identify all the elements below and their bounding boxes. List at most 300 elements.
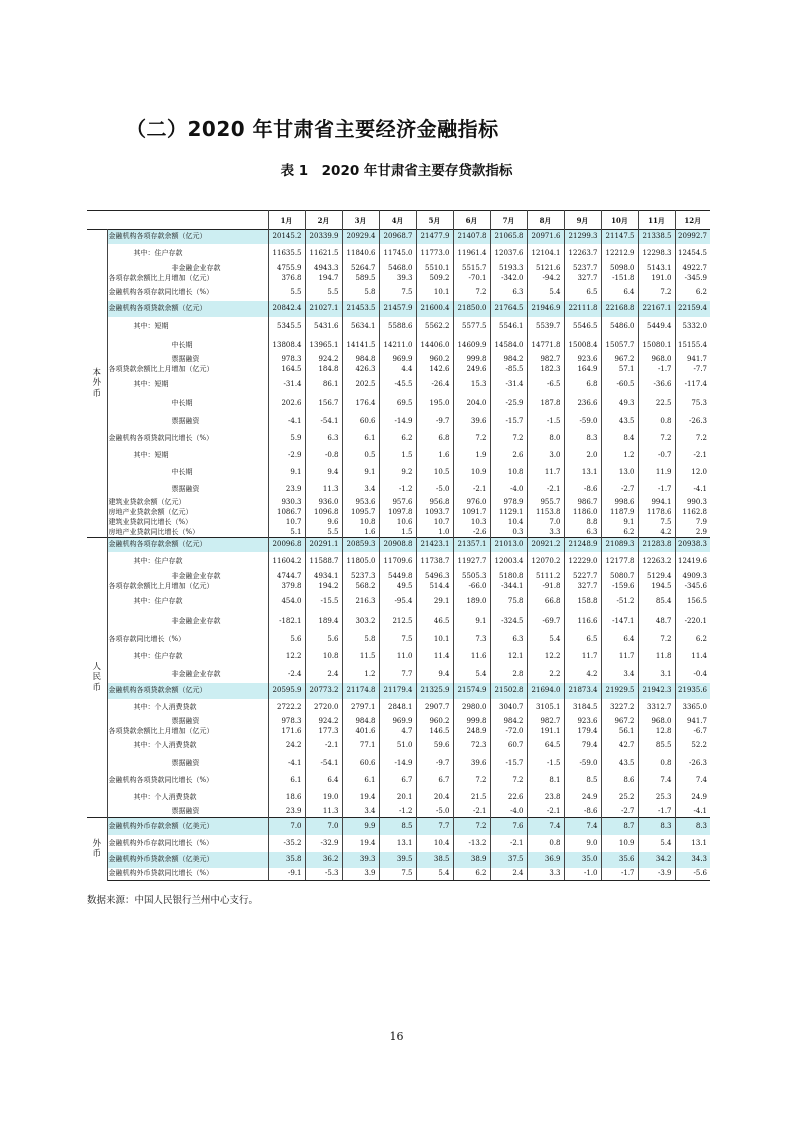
- value-cell: 13.1: [675, 835, 710, 852]
- value-cell: -1.7: [638, 481, 675, 498]
- value-cell: 2907.7: [416, 699, 453, 717]
- value-cell: 1.6: [416, 447, 453, 464]
- value-cell: 9.9: [342, 818, 379, 835]
- value-cell: 21477.9: [416, 230, 453, 244]
- value-cell: 8.3: [675, 818, 710, 835]
- value-cell: 12.8: [638, 727, 675, 737]
- row-label: 房地产业贷款余额（亿元）: [108, 508, 193, 516]
- value-cell: 982.7: [527, 717, 564, 727]
- value-cell: 7.3: [453, 631, 490, 648]
- table-row: [87, 274, 710, 284]
- value-cell: 5562.2: [416, 317, 453, 336]
- value-cell: 3.3: [527, 528, 564, 538]
- value-cell: 10.8: [342, 518, 379, 528]
- value-cell: 5237.7: [564, 264, 601, 274]
- value-cell: -2.1: [305, 737, 342, 755]
- value-cell: 13.1: [564, 464, 601, 481]
- value-cell: 3.4: [342, 806, 379, 818]
- value-cell: 426.3: [342, 365, 379, 375]
- value-cell: 66.8: [527, 592, 564, 612]
- value-cell: -5.6: [675, 868, 710, 881]
- value-cell: -1.2: [379, 481, 416, 498]
- value-cell: 6.3: [305, 431, 342, 447]
- value-cell: 11.3: [305, 481, 342, 498]
- value-cell: 11.5: [342, 648, 379, 666]
- value-cell: 37.5: [490, 852, 527, 868]
- value-cell: 6.1: [342, 772, 379, 789]
- value-cell: 79.4: [564, 737, 601, 755]
- value-cell: 969.9: [379, 717, 416, 727]
- row-label: 票据融资: [171, 758, 200, 767]
- value-cell: 21357.1: [453, 538, 490, 552]
- value-cell: 7.2: [453, 431, 490, 447]
- value-cell: -6.7: [675, 727, 710, 737]
- value-cell: 0.8: [527, 835, 564, 852]
- value-cell: 8.1: [527, 772, 564, 789]
- value-cell: 7.4: [527, 818, 564, 835]
- value-cell: 5.9: [268, 431, 305, 447]
- value-cell: 20921.2: [527, 538, 564, 552]
- value-cell: 146.5: [416, 727, 453, 737]
- value-cell: 7.9: [675, 518, 710, 528]
- value-cell: 156.5: [675, 592, 710, 612]
- value-cell: 960.2: [416, 717, 453, 727]
- value-cell: 4.4: [379, 365, 416, 375]
- value-cell: 10.9: [601, 835, 638, 852]
- value-cell: -95.4: [379, 592, 416, 612]
- row-label: 其中：个人消费贷款: [133, 703, 197, 711]
- value-cell: 1.2: [601, 447, 638, 464]
- value-cell: 12177.8: [601, 552, 638, 572]
- value-cell: 48.7: [638, 612, 675, 631]
- value-cell: -344.1: [490, 582, 527, 592]
- value-cell: 21873.4: [564, 683, 601, 699]
- value-cell: -2.7: [601, 806, 638, 818]
- row-label: 中长期: [171, 340, 193, 349]
- value-cell: 11621.5: [305, 244, 342, 264]
- value-cell: 11.3: [305, 806, 342, 818]
- value-cell: 12454.5: [675, 244, 710, 264]
- value-cell: 2.8: [490, 666, 527, 683]
- value-cell: 86.1: [305, 375, 342, 394]
- value-cell: 19.4: [342, 835, 379, 852]
- row-label: 其中：住户存款: [133, 652, 183, 660]
- value-cell: 1162.8: [675, 508, 710, 518]
- header-month: 5月: [416, 211, 453, 230]
- page-number: 16: [389, 1030, 404, 1043]
- value-cell: 984.8: [342, 717, 379, 727]
- value-cell: 1097.8: [379, 508, 416, 518]
- value-cell: 960.2: [416, 355, 453, 365]
- value-cell: 6.5: [564, 631, 601, 648]
- table-row: [87, 336, 710, 355]
- value-cell: -4.0: [490, 481, 527, 498]
- value-cell: 11604.2: [268, 552, 305, 572]
- value-cell: -15.7: [490, 755, 527, 772]
- table-row: [87, 552, 710, 572]
- header-month: 1月: [268, 211, 305, 230]
- value-cell: 401.6: [342, 727, 379, 737]
- section-title: （二）2020 年甘肃省主要经济金融指标: [126, 117, 499, 141]
- value-cell: 956.8: [416, 498, 453, 508]
- value-cell: 999.8: [453, 355, 490, 365]
- row-label: 其中：短期: [133, 379, 169, 388]
- value-cell: -35.2: [268, 835, 305, 852]
- value-cell: 7.2: [638, 284, 675, 301]
- value-cell: 72.3: [453, 737, 490, 755]
- value-cell: 7.5: [379, 284, 416, 301]
- value-cell: 7.0: [527, 518, 564, 528]
- value-cell: 6.7: [379, 772, 416, 789]
- value-cell: 248.9: [453, 727, 490, 737]
- row-label: 非金融企业存款: [171, 572, 221, 580]
- value-cell: 6.4: [305, 772, 342, 789]
- value-cell: 978.3: [268, 355, 305, 365]
- value-cell: -31.4: [490, 375, 527, 394]
- value-cell: 43.5: [601, 755, 638, 772]
- value-cell: 43.5: [601, 413, 638, 431]
- row-label: 建筑业贷款同比增长（%）: [108, 518, 193, 526]
- value-cell: 202.6: [268, 394, 305, 413]
- value-cell: 11709.6: [379, 552, 416, 572]
- value-cell: 20.1: [379, 789, 416, 806]
- value-cell: 5345.5: [268, 317, 305, 336]
- value-cell: 21929.5: [601, 683, 638, 699]
- value-cell: 7.2: [453, 818, 490, 835]
- value-cell: 52.2: [675, 737, 710, 755]
- value-cell: -5.3: [305, 868, 342, 881]
- value-cell: 6.2: [675, 284, 710, 301]
- table-row: [87, 868, 710, 881]
- value-cell: 14609.9: [453, 336, 490, 355]
- value-cell: -45.5: [379, 375, 416, 394]
- header-month: 6月: [453, 211, 490, 230]
- value-cell: -4.0: [490, 806, 527, 818]
- table-row: [87, 666, 710, 683]
- table-row: [87, 699, 710, 717]
- table-row: [87, 244, 710, 264]
- value-cell: 184.8: [305, 365, 342, 375]
- value-cell: 6.1: [268, 772, 305, 789]
- table-row: [87, 582, 710, 592]
- value-cell: 20096.8: [268, 538, 305, 552]
- value-cell: 22167.1: [638, 301, 675, 317]
- value-cell: 10.4: [416, 835, 453, 852]
- value-cell: 6.2: [453, 868, 490, 881]
- value-cell: -5.0: [416, 481, 453, 498]
- value-cell: 8.6: [601, 772, 638, 789]
- value-cell: 11.7: [601, 648, 638, 666]
- value-cell: 7.2: [638, 431, 675, 447]
- value-cell: 2.4: [305, 666, 342, 683]
- value-cell: 11805.0: [342, 552, 379, 572]
- header-month: 10月: [601, 211, 638, 230]
- value-cell: 10.7: [416, 518, 453, 528]
- value-cell: 924.2: [305, 717, 342, 727]
- value-cell: -54.1: [305, 755, 342, 772]
- value-cell: 12298.3: [638, 244, 675, 264]
- table-row: [87, 528, 710, 538]
- value-cell: 9.0: [564, 835, 601, 852]
- value-cell: 7.2: [490, 431, 527, 447]
- value-cell: 38.5: [416, 852, 453, 868]
- value-cell: 21423.1: [416, 538, 453, 552]
- table-row: [87, 572, 710, 582]
- value-cell: 589.5: [342, 274, 379, 284]
- row-label: 金融机构各项存款同比增长（%）: [108, 287, 214, 296]
- value-cell: 6.2: [675, 631, 710, 648]
- value-cell: 35.6: [601, 852, 638, 868]
- value-cell: 20992.7: [675, 230, 710, 244]
- header-month: 12月: [675, 211, 710, 230]
- source-note: 数据来源：中国人民银行兰州中心支行。: [87, 895, 259, 906]
- value-cell: 14771.8: [527, 336, 564, 355]
- value-cell: 1086.7: [268, 508, 305, 518]
- value-cell: -31.4: [268, 375, 305, 394]
- value-cell: 10.6: [379, 518, 416, 528]
- value-cell: 176.4: [342, 394, 379, 413]
- value-cell: 20773.2: [305, 683, 342, 699]
- value-cell: 34.3: [675, 852, 710, 868]
- value-cell: 21457.9: [379, 301, 416, 317]
- value-cell: 509.2: [416, 274, 453, 284]
- value-cell: 3365.0: [675, 699, 710, 717]
- value-cell: 8.3: [638, 818, 675, 835]
- value-cell: 5.8: [342, 631, 379, 648]
- table-row: [87, 365, 710, 375]
- value-cell: 21694.0: [527, 683, 564, 699]
- table-row: [87, 431, 710, 447]
- table-row: [87, 394, 710, 413]
- value-cell: 999.8: [453, 717, 490, 727]
- value-cell: 21325.9: [416, 683, 453, 699]
- value-cell: 5.6: [305, 631, 342, 648]
- value-cell: -2.1: [453, 806, 490, 818]
- value-cell: 7.6: [490, 818, 527, 835]
- value-cell: 21013.0: [490, 538, 527, 552]
- value-cell: 21065.8: [490, 230, 527, 244]
- value-cell: 7.5: [638, 518, 675, 528]
- value-cell: -1.7: [638, 806, 675, 818]
- value-cell: 4922.7: [675, 264, 710, 274]
- value-cell: 12070.2: [527, 552, 564, 572]
- row-label: 非金融企业存款: [171, 616, 221, 625]
- header-month: 2月: [305, 211, 342, 230]
- value-cell: 2980.0: [453, 699, 490, 717]
- row-label: 金融机构各项存款余额（亿元）: [107, 538, 268, 552]
- value-cell: 984.2: [490, 355, 527, 365]
- value-cell: 982.7: [527, 355, 564, 365]
- value-cell: 994.1: [638, 498, 675, 508]
- value-cell: 21338.5: [638, 230, 675, 244]
- value-cell: 7.5: [379, 631, 416, 648]
- value-cell: 12104.1: [527, 244, 564, 264]
- table-row: [87, 284, 710, 301]
- value-cell: 5237.3: [342, 572, 379, 582]
- row-label: 金融机构各项贷款余额（亿元）: [107, 683, 268, 699]
- value-cell: 187.8: [527, 394, 564, 413]
- value-cell: -1.0: [564, 868, 601, 881]
- value-cell: 22.6: [490, 789, 527, 806]
- row-label: 金融机构外币贷款余额（亿美元）: [107, 852, 268, 868]
- currency-group-label: 本 外 币: [87, 230, 107, 538]
- value-cell: 3.3: [527, 868, 564, 881]
- value-cell: 7.2: [638, 631, 675, 648]
- value-cell: 1187.9: [601, 508, 638, 518]
- value-cell: 21946.9: [527, 301, 564, 317]
- value-cell: 3.4: [601, 666, 638, 683]
- value-cell: 10.5: [416, 464, 453, 481]
- value-cell: 6.4: [601, 284, 638, 301]
- value-cell: 20929.4: [342, 230, 379, 244]
- value-cell: -1.5: [527, 413, 564, 431]
- table-row: [87, 264, 710, 274]
- table-row: [87, 852, 710, 868]
- row-label: 票据融资: [171, 417, 200, 425]
- value-cell: 142.6: [416, 365, 453, 375]
- value-cell: 7.7: [416, 818, 453, 835]
- value-cell: 12037.6: [490, 244, 527, 264]
- value-cell: 164.9: [564, 365, 601, 375]
- value-cell: 21174.8: [342, 683, 379, 699]
- value-cell: 923.6: [564, 355, 601, 365]
- value-cell: 5496.3: [416, 572, 453, 582]
- row-label: 非金融企业存款: [171, 264, 221, 272]
- value-cell: 182.3: [527, 365, 564, 375]
- value-cell: 36.2: [305, 852, 342, 868]
- value-cell: 0.3: [490, 528, 527, 538]
- row-label: 票据融资: [171, 355, 200, 363]
- value-cell: 5.4: [638, 835, 675, 852]
- value-cell: 6.3: [564, 528, 601, 538]
- value-cell: 454.0: [268, 592, 305, 612]
- value-cell: 21850.0: [453, 301, 490, 317]
- value-cell: 39.6: [453, 413, 490, 431]
- value-cell: -15.5: [305, 592, 342, 612]
- value-cell: 1.5: [379, 447, 416, 464]
- value-cell: 21574.9: [453, 683, 490, 699]
- value-cell: 164.5: [268, 365, 305, 375]
- value-cell: 212.5: [379, 612, 416, 631]
- value-cell: -345.6: [675, 582, 710, 592]
- value-cell: -69.7: [527, 612, 564, 631]
- value-cell: 15.3: [453, 375, 490, 394]
- value-cell: 10.4: [490, 518, 527, 528]
- value-cell: 4755.9: [268, 264, 305, 274]
- value-cell: 7.7: [379, 666, 416, 683]
- header-month: 11月: [638, 211, 675, 230]
- value-cell: 4909.3: [675, 572, 710, 582]
- row-label: 各项存款同比增长（%）: [108, 634, 186, 643]
- value-cell: 5.4: [416, 868, 453, 881]
- value-cell: 19.0: [305, 789, 342, 806]
- value-cell: 5.5: [305, 284, 342, 301]
- table-row: [87, 375, 710, 394]
- value-cell: 7.2: [675, 431, 710, 447]
- value-cell: 5143.1: [638, 264, 675, 274]
- value-cell: -6.5: [527, 375, 564, 394]
- value-cell: 21179.4: [379, 683, 416, 699]
- value-cell: 60.7: [490, 737, 527, 755]
- value-cell: 20859.3: [342, 538, 379, 552]
- value-cell: 5431.6: [305, 317, 342, 336]
- value-cell: 46.5: [416, 612, 453, 631]
- value-cell: 22168.8: [601, 301, 638, 317]
- value-cell: 75.3: [675, 394, 710, 413]
- value-cell: -0.8: [305, 447, 342, 464]
- value-cell: -342.0: [490, 274, 527, 284]
- value-cell: -14.9: [379, 413, 416, 431]
- value-cell: 3312.7: [638, 699, 675, 717]
- value-cell: 978.3: [268, 717, 305, 727]
- table-row: [87, 508, 710, 518]
- value-cell: 19.4: [342, 789, 379, 806]
- value-cell: 5264.7: [342, 264, 379, 274]
- value-cell: -2.4: [268, 666, 305, 683]
- value-cell: 2797.1: [342, 699, 379, 717]
- value-cell: 35.0: [564, 852, 601, 868]
- value-cell: 24.2: [268, 737, 305, 755]
- value-cell: 179.4: [564, 727, 601, 737]
- value-cell: 25.2: [601, 789, 638, 806]
- value-cell: 7.4: [564, 818, 601, 835]
- table-row: [87, 317, 710, 336]
- row-label: 各项存款余额比上月增加（亿元）: [108, 582, 214, 590]
- value-cell: 7.5: [379, 868, 416, 881]
- value-cell: 12.1: [490, 648, 527, 666]
- value-cell: -1.7: [601, 868, 638, 881]
- value-cell: 12003.4: [490, 552, 527, 572]
- value-cell: -59.0: [564, 755, 601, 772]
- value-cell: -159.6: [601, 582, 638, 592]
- table-row: [87, 230, 710, 244]
- value-cell: -9.7: [416, 413, 453, 431]
- value-cell: 4.2: [564, 666, 601, 683]
- value-cell: 10.1: [416, 631, 453, 648]
- value-cell: 9.1: [601, 518, 638, 528]
- value-cell: -1.7: [638, 365, 675, 375]
- value-cell: 923.6: [564, 717, 601, 727]
- value-cell: 4744.7: [268, 572, 305, 582]
- value-cell: 5193.3: [490, 264, 527, 274]
- value-cell: 158.8: [564, 592, 601, 612]
- value-cell: 12.0: [675, 464, 710, 481]
- row-label: 金融机构外币存款同比增长（%）: [108, 838, 214, 847]
- value-cell: 1093.7: [416, 508, 453, 518]
- value-cell: 5.5: [305, 528, 342, 538]
- value-cell: 327.7: [564, 274, 601, 284]
- value-cell: -32.9: [305, 835, 342, 852]
- row-label: 金融机构外币贷款同比增长（%）: [107, 868, 268, 881]
- value-cell: -0.7: [638, 447, 675, 464]
- value-cell: 6.3: [490, 631, 527, 648]
- value-cell: 1.0: [416, 528, 453, 538]
- value-cell: 984.2: [490, 717, 527, 727]
- table-row: [87, 612, 710, 631]
- value-cell: 20842.4: [268, 301, 305, 317]
- value-cell: 10.7: [268, 518, 305, 528]
- value-cell: 941.7: [675, 355, 710, 365]
- value-cell: 5.6: [268, 631, 305, 648]
- value-cell: -182.1: [268, 612, 305, 631]
- value-cell: -2.7: [601, 481, 638, 498]
- value-cell: 10.3: [453, 518, 490, 528]
- value-cell: 1.9: [453, 447, 490, 464]
- value-cell: 5.8: [342, 284, 379, 301]
- value-cell: -117.4: [675, 375, 710, 394]
- value-cell: 1095.7: [342, 508, 379, 518]
- value-cell: 11.4: [416, 648, 453, 666]
